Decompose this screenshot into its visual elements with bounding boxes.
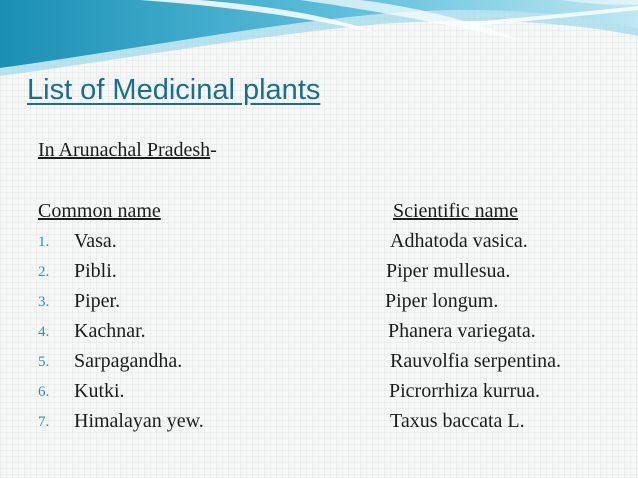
common-name: Kachnar. — [74, 320, 146, 342]
list-item — [0, 410, 638, 440]
scientific-name: Phanera variegata. — [388, 320, 536, 342]
column-headers — [38, 200, 638, 226]
list-item — [0, 260, 638, 290]
item-number: 4. — [38, 324, 50, 340]
item-number: 1. — [38, 234, 50, 250]
item-number: 6. — [38, 384, 50, 400]
list-item — [0, 350, 638, 380]
scientific-name: Taxus baccata L. — [390, 410, 525, 432]
header-scientific-name: Scientific name — [393, 200, 518, 222]
list-item — [0, 380, 638, 410]
subtitle-dash: - — [210, 139, 217, 161]
item-number: 5. — [38, 354, 50, 370]
subtitle-region: In Arunachal Pradesh — [38, 139, 211, 161]
scientific-name: Picrorrhiza kurrua. — [389, 380, 541, 402]
list-item — [0, 230, 638, 260]
common-name: Himalayan yew. — [74, 410, 204, 432]
scientific-name: Rauvolfia serpentina. — [390, 350, 562, 372]
common-name: Piper. — [74, 290, 121, 312]
subtitle — [38, 139, 217, 162]
slide-title: List of Medicinal plants — [27, 74, 321, 106]
item-number: 3. — [38, 294, 50, 310]
common-name: Kutki. — [74, 380, 125, 402]
common-name: Pibli. — [74, 260, 117, 282]
common-name: Sarpagandha. — [74, 350, 183, 372]
wave-banner-decoration — [0, 0, 638, 80]
common-name: Vasa. — [74, 230, 117, 252]
header-common-name: Common name — [38, 200, 161, 222]
item-number: 2. — [38, 264, 50, 280]
item-number: 7. — [38, 414, 50, 430]
scientific-name: Piper longum. — [385, 290, 499, 312]
scientific-name: Piper mullesua. — [386, 260, 511, 282]
scientific-name: Adhatoda vasica. — [390, 230, 528, 252]
list-item — [0, 290, 638, 320]
list-item — [0, 320, 638, 350]
